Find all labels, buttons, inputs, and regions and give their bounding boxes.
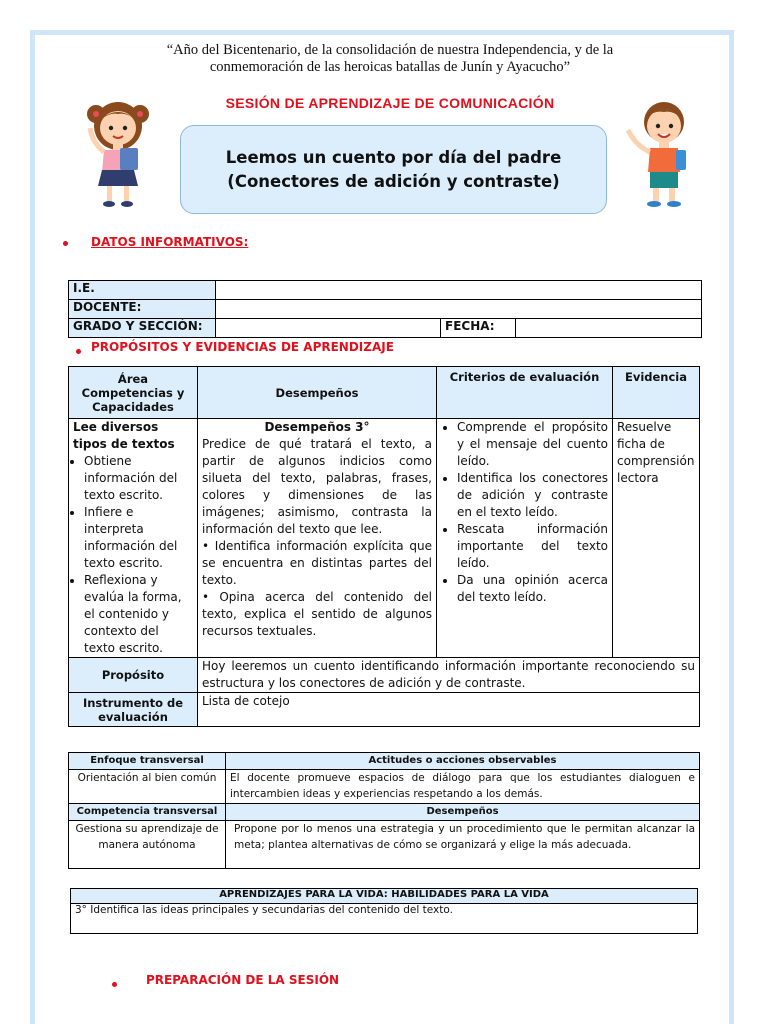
desempenos-cell xyxy=(198,419,437,658)
girl-illustration xyxy=(82,92,158,212)
competencia-transversal-header: Competencia transversal xyxy=(69,804,226,821)
lesson-title-line-1: Leemos un cuento por día del padre xyxy=(225,147,562,167)
col-evidencia-header: Evidencia xyxy=(613,367,700,419)
preparacion-heading: PREPARACIÓN DE LA SESIÓN xyxy=(146,973,340,987)
evidencia-cell: Resuelve ficha de comprensión lectora xyxy=(613,419,700,658)
grado-label: GRADO Y SECCIÓN: xyxy=(69,319,216,338)
enfoque-value: Orientación al bien común xyxy=(69,770,226,804)
col-area-title: Área xyxy=(117,371,149,386)
criterio-item: • Da una opinión acerca del texto leído. xyxy=(457,572,608,606)
col-desempenos-header: Desempeños xyxy=(198,367,437,419)
slogan-line-2: conmemoración de las heroicas batallas de Junín y Ayacucho” xyxy=(209,59,571,75)
vida-heading: APRENDIZAJES PARA LA VIDA: HABILIDADES PARA LA VIDA xyxy=(71,889,698,904)
criterio-item: • Rescata información importante del texto leído. xyxy=(457,521,608,572)
slogan xyxy=(100,42,680,76)
session-title: SESIÓN DE APRENDIZAJE DE COMUNICACIÓN xyxy=(225,95,555,111)
desempenos-title: Desempeños 3° xyxy=(264,420,370,434)
proposito-label: Propósito xyxy=(69,658,198,693)
bullet-icon xyxy=(63,241,68,246)
propositos-table xyxy=(68,366,700,727)
capacidad-item: • Reflexiona y evalúa la forma, el contenido y contexto del texto escrito. xyxy=(84,572,193,657)
vida-text: 3° Identifica las ideas principales y secundarias del contenido del texto. xyxy=(71,904,698,934)
boy-illustration xyxy=(620,92,700,212)
lesson-title-box xyxy=(180,125,607,214)
col-area-header xyxy=(69,367,198,419)
desempenos-transversal-header: Desempeños xyxy=(226,804,700,821)
fecha-label: FECHA: xyxy=(441,319,516,338)
slogan-line-1: “Año del Bicentenario, de la consolidación de nuestra Independencia, y de la xyxy=(166,42,614,58)
instrumento-text: Lista de cotejo xyxy=(198,693,700,727)
capacidades-cell xyxy=(69,419,198,658)
propositos-heading: PROPÓSITOS Y EVIDENCIAS DE APRENDIZAJE xyxy=(91,340,394,354)
desempeno-item: Predice de qué tratará el texto, a partir de algunos indicios como silueta del texto, palabras, frases, colores y dimensiones de las imágenes; asimismo, contrasta la información del texto que lee. xyxy=(202,437,432,536)
col-criterios-header: Criterios de evaluación xyxy=(437,367,613,419)
datos-table xyxy=(68,280,702,338)
ie-field[interactable] xyxy=(216,281,702,300)
competencia-name: Lee diversos tipos de textos xyxy=(73,420,175,451)
competencia-transversal-value: Gestiona su aprendizaje de manera autónoma xyxy=(69,821,226,869)
criterio-item: • Comprende el propósito y el mensaje del cuento leído. xyxy=(457,419,608,470)
capacidad-item: • Obtiene información del texto escrito. xyxy=(84,453,193,504)
desempeno-transversal-value: Propone por lo menos una estrategia y un procedimiento que le permitan alcanzar la meta; plantea alternativas de cómo se organizará y elige la más adecuada. xyxy=(226,821,700,869)
desempeno-item: • Identifica información explícita que se encuentra en distintas partes del texto. xyxy=(202,539,432,587)
vida-table xyxy=(70,888,698,934)
enfoque-table xyxy=(68,752,700,869)
grado-field[interactable] xyxy=(216,319,441,338)
datos-heading: DATOS INFORMATIVOS: xyxy=(91,235,249,249)
fecha-field[interactable] xyxy=(516,319,702,338)
ie-label: I.E. xyxy=(69,281,216,300)
bullet-icon xyxy=(76,349,81,354)
criterio-item: • Identifica los conectores de adición y contraste en el texto leído. xyxy=(457,470,608,521)
desempeno-item: • Opina acerca del contenido del texto, explica el sentido de algunos recursos textuales. xyxy=(202,590,432,638)
lesson-title-line-2: (Conectores de adición y contraste) xyxy=(227,171,560,191)
enfoque-header: Enfoque transversal xyxy=(69,753,226,770)
capacidad-item: • Infiere e interpreta información del texto escrito. xyxy=(84,504,193,572)
col-competencias-title: Competencias y Capacidades xyxy=(81,385,185,414)
docente-label: DOCENTE: xyxy=(69,300,216,319)
instrumento-label: Instrumento de evaluación xyxy=(69,693,198,727)
proposito-text: Hoy leeremos un cuento identificando información importante reconociendo su estructura y los conectores de adición y de contraste. xyxy=(198,658,700,693)
actitudes-header: Actitudes o acciones observables xyxy=(226,753,700,770)
docente-field[interactable] xyxy=(216,300,702,319)
criterios-cell xyxy=(437,419,613,658)
actitudes-value: El docente promueve espacios de diálogo para que los estudiantes dialoguen e intercambien ideas y experiencias respetando a los demás. xyxy=(226,770,700,804)
bullet-icon xyxy=(112,982,117,987)
